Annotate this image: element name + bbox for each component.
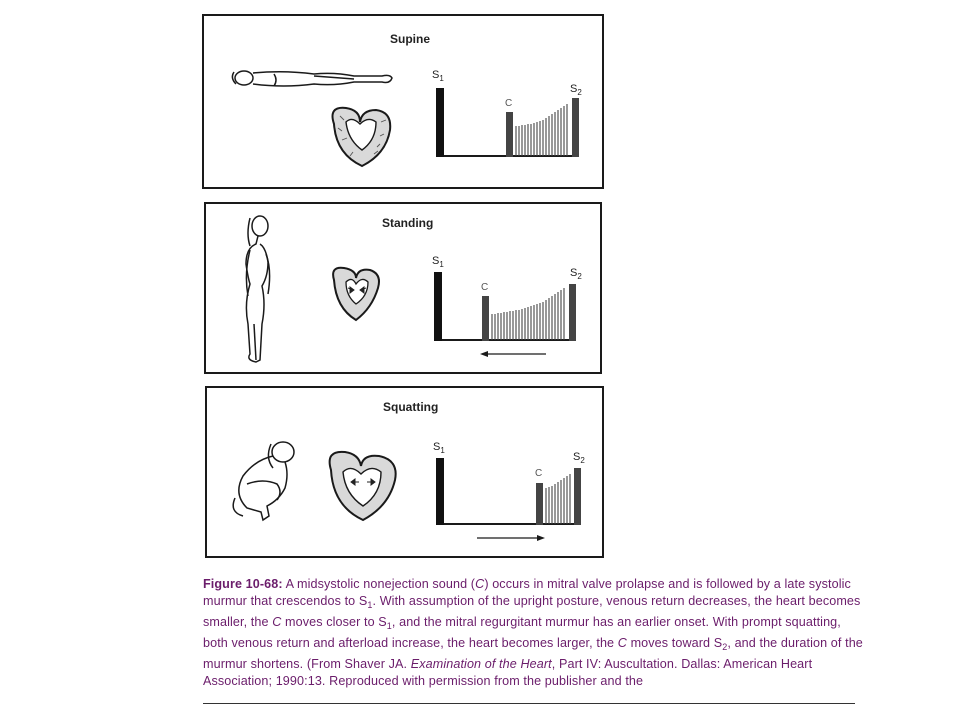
svg-text:S2: $S_2$ [573, 451, 585, 465]
standing-illustration [206, 204, 600, 372]
phonocardiogram-supine [432, 69, 582, 157]
heart-normal-icon [333, 108, 391, 166]
svg-text:S2: $S_2$ [570, 267, 582, 281]
panel-title: Supine [390, 32, 431, 46]
caption-text: A midsystolic nonejection sound (C) occurs in mitral valve prolapse and is followed by a late systolic murmur that crescendos to $S_1$. With assumption of the upright posture, venous return decreases, the heart becomes smaller, the C moves closer to $S_1$, and the mitral regurgitant murmur has an earlier onset. With prompt squatting, both venous return and afterload increase, the heart becomes larger, the C moves toward $S_2$, and the duration of the murmur shortens. (From Shaver JA. Examination of the Heart, Part IV: Auscultation. Dallas: American Heart Association; 1990:13. Reproduced with permission from the publisher and the [203, 577, 863, 688]
svg-text:S1: $S_1$ [432, 255, 444, 269]
left-arrow-icon [480, 351, 546, 357]
caption-rule [203, 703, 855, 704]
panel-title: Squatting [383, 400, 439, 414]
squatting-figure-icon [233, 442, 294, 520]
figure-label: Figure 10-68: [203, 577, 283, 591]
svg-text:S2: $S_2$ [570, 83, 582, 97]
svg-text:S1: $S_1$ [432, 69, 444, 83]
standing-figure-icon [246, 216, 270, 362]
panel-standing [204, 202, 602, 374]
panel-supine [202, 14, 604, 189]
heart-small-icon [333, 268, 379, 320]
right-arrow-icon [477, 535, 545, 541]
heart-large-icon [330, 452, 396, 520]
supine-illustration [204, 16, 602, 187]
figure-caption [203, 576, 863, 689]
svg-text:S1: $S_1$ [433, 441, 445, 455]
phonocardiogram-squatting [433, 441, 585, 541]
squatting-illustration [207, 388, 602, 556]
supine-figure-icon [232, 71, 392, 86]
panel-title: Standing [382, 216, 434, 230]
phonocardiogram-standing [432, 255, 582, 357]
panel-squatting [205, 386, 604, 558]
svg-text:C: C [481, 282, 489, 293]
svg-text:C: C [505, 98, 513, 109]
svg-text:C: C [535, 468, 543, 479]
